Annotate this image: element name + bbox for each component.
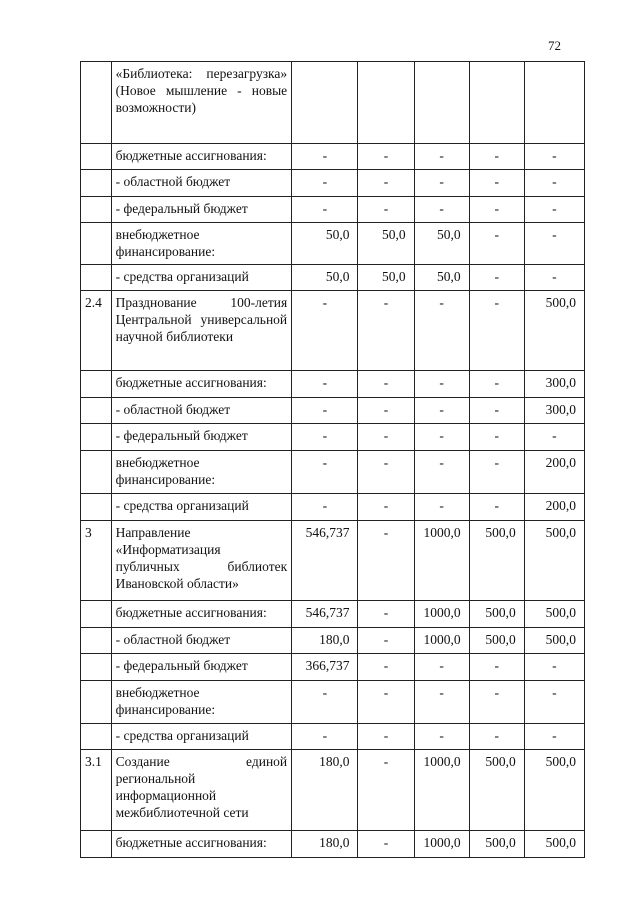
- value-cell-year-3: -: [414, 681, 469, 724]
- value-cell-year-2: -: [358, 750, 414, 831]
- row-number: [81, 62, 112, 144]
- table-row: [81, 223, 585, 265]
- value-cell-year-2: -: [358, 424, 414, 451]
- value-cell-year-1: 180,0: [292, 628, 358, 654]
- table-row: [81, 681, 585, 724]
- row-number: [81, 197, 112, 223]
- table-row: [81, 291, 585, 371]
- table-row: [81, 197, 585, 223]
- value-cell-year-4: -: [469, 494, 524, 521]
- value-cell-year-3: 50,0: [414, 223, 469, 265]
- value-cell-year-3: -: [414, 724, 469, 750]
- value-cell-year-4: 500,0: [469, 750, 524, 831]
- value-cell-year-5: 200,0: [524, 494, 584, 521]
- value-cell-year-2: -: [358, 831, 414, 858]
- row-description: внебюджетное финансирование:: [111, 223, 292, 265]
- row-number: [81, 654, 112, 681]
- row-description: - областной бюджет: [111, 170, 292, 197]
- value-cell-year-2: -: [358, 398, 414, 424]
- value-cell-year-1: 546,737: [292, 521, 358, 601]
- value-cell-year-5: -: [524, 424, 584, 451]
- value-cell-year-1: 180,0: [292, 750, 358, 831]
- value-cell-year-3: -: [414, 371, 469, 398]
- row-number: [81, 494, 112, 521]
- value-cell-year-2: -: [358, 628, 414, 654]
- value-cell-year-5: 200,0: [524, 451, 584, 494]
- table-row: [81, 170, 585, 197]
- value-cell-year-4: -: [469, 654, 524, 681]
- value-cell-year-1: -: [292, 371, 358, 398]
- row-description: - федеральный бюджет: [111, 654, 292, 681]
- value-cell-year-2: -: [358, 521, 414, 601]
- value-cell-year-2: [358, 62, 414, 144]
- value-cell-year-3: -: [414, 424, 469, 451]
- value-cell-year-5: 300,0: [524, 371, 584, 398]
- value-cell-year-5: -: [524, 265, 584, 291]
- value-cell-year-3: 1000,0: [414, 831, 469, 858]
- table-row: [81, 628, 585, 654]
- row-description: - средства организаций: [111, 724, 292, 750]
- value-cell-year-1: 180,0: [292, 831, 358, 858]
- row-number: [81, 451, 112, 494]
- value-cell-year-4: -: [469, 424, 524, 451]
- value-cell-year-5: 300,0: [524, 398, 584, 424]
- row-description: - средства организаций: [111, 265, 292, 291]
- table-row: [81, 144, 585, 170]
- row-description: Создание единой региональной информационной межбиблиотечной сети: [111, 750, 292, 831]
- table-row: [81, 398, 585, 424]
- value-cell-year-3: -: [414, 494, 469, 521]
- value-cell-year-4: -: [469, 223, 524, 265]
- table-row: [81, 451, 585, 494]
- value-cell-year-3: -: [414, 654, 469, 681]
- table-body: [81, 62, 585, 858]
- value-cell-year-5: 500,0: [524, 291, 584, 371]
- value-cell-year-4: -: [469, 451, 524, 494]
- value-cell-year-3: 1000,0: [414, 601, 469, 628]
- value-cell-year-3: -: [414, 291, 469, 371]
- value-cell-year-2: -: [358, 451, 414, 494]
- row-number: [81, 831, 112, 858]
- value-cell-year-3: 1000,0: [414, 750, 469, 831]
- value-cell-year-1: 50,0: [292, 265, 358, 291]
- value-cell-year-3: -: [414, 170, 469, 197]
- value-cell-year-3: 50,0: [414, 265, 469, 291]
- table-row: [81, 601, 585, 628]
- value-cell-year-1: -: [292, 398, 358, 424]
- table-row: [81, 750, 585, 831]
- row-number: 3: [81, 521, 112, 601]
- value-cell-year-1: -: [292, 681, 358, 724]
- row-number: [81, 170, 112, 197]
- value-cell-year-2: 50,0: [358, 265, 414, 291]
- value-cell-year-5: [524, 62, 584, 144]
- row-description: Направление «Информатизация публичных библиотек Ивановской области»: [111, 521, 292, 601]
- value-cell-year-5: -: [524, 170, 584, 197]
- value-cell-year-2: -: [358, 291, 414, 371]
- value-cell-year-3: -: [414, 197, 469, 223]
- table-row: [81, 371, 585, 398]
- row-description: Празднование 100-летия Центральной универсальной научной библиотеки: [111, 291, 292, 371]
- value-cell-year-4: 500,0: [469, 601, 524, 628]
- value-cell-year-2: -: [358, 170, 414, 197]
- row-number: [81, 424, 112, 451]
- value-cell-year-2: -: [358, 494, 414, 521]
- row-number: [81, 223, 112, 265]
- table-row: [81, 424, 585, 451]
- value-cell-year-1: -: [292, 197, 358, 223]
- table-row: [81, 494, 585, 521]
- value-cell-year-4: -: [469, 371, 524, 398]
- value-cell-year-1: 50,0: [292, 223, 358, 265]
- value-cell-year-1: -: [292, 494, 358, 521]
- value-cell-year-4: -: [469, 265, 524, 291]
- value-cell-year-5: -: [524, 654, 584, 681]
- value-cell-year-4: -: [469, 170, 524, 197]
- value-cell-year-5: -: [524, 724, 584, 750]
- value-cell-year-4: 500,0: [469, 831, 524, 858]
- value-cell-year-5: 500,0: [524, 831, 584, 858]
- row-number: [81, 144, 112, 170]
- row-description: - федеральный бюджет: [111, 424, 292, 451]
- value-cell-year-4: -: [469, 144, 524, 170]
- row-description: бюджетные ассигнования:: [111, 144, 292, 170]
- row-description: - средства организаций: [111, 494, 292, 521]
- value-cell-year-1: -: [292, 144, 358, 170]
- value-cell-year-4: 500,0: [469, 521, 524, 601]
- value-cell-year-3: -: [414, 144, 469, 170]
- value-cell-year-4: -: [469, 724, 524, 750]
- value-cell-year-2: -: [358, 144, 414, 170]
- table-row: [81, 831, 585, 858]
- value-cell-year-1: -: [292, 724, 358, 750]
- value-cell-year-2: 50,0: [358, 223, 414, 265]
- value-cell-year-2: -: [358, 197, 414, 223]
- row-number: [81, 601, 112, 628]
- row-description: внебюджетное финансирование:: [111, 451, 292, 494]
- value-cell-year-5: -: [524, 197, 584, 223]
- value-cell-year-3: 1000,0: [414, 521, 469, 601]
- table-row: [81, 654, 585, 681]
- table-row: [81, 265, 585, 291]
- row-number: 2.4: [81, 291, 112, 371]
- value-cell-year-1: -: [292, 291, 358, 371]
- value-cell-year-4: [469, 62, 524, 144]
- row-number: [81, 628, 112, 654]
- row-description: «Библиотека: перезагрузка» (Новое мышление - новые возможности): [111, 62, 292, 144]
- value-cell-year-4: -: [469, 291, 524, 371]
- row-number: [81, 724, 112, 750]
- row-number: 3.1: [81, 750, 112, 831]
- value-cell-year-5: -: [524, 223, 584, 265]
- table-row: [81, 521, 585, 601]
- value-cell-year-3: -: [414, 398, 469, 424]
- value-cell-year-5: -: [524, 681, 584, 724]
- value-cell-year-1: 546,737: [292, 601, 358, 628]
- value-cell-year-4: 500,0: [469, 628, 524, 654]
- value-cell-year-2: -: [358, 654, 414, 681]
- value-cell-year-3: [414, 62, 469, 144]
- row-description: бюджетные ассигнования:: [111, 601, 292, 628]
- table-row: [81, 62, 585, 144]
- value-cell-year-3: -: [414, 451, 469, 494]
- value-cell-year-1: -: [292, 170, 358, 197]
- row-number: [81, 681, 112, 724]
- row-number: [81, 398, 112, 424]
- page-number: 72: [548, 38, 561, 53]
- value-cell-year-1: -: [292, 451, 358, 494]
- value-cell-year-2: -: [358, 681, 414, 724]
- value-cell-year-3: 1000,0: [414, 628, 469, 654]
- row-number: [81, 265, 112, 291]
- value-cell-year-5: 500,0: [524, 601, 584, 628]
- value-cell-year-5: -: [524, 144, 584, 170]
- row-description: бюджетные ассигнования:: [111, 831, 292, 858]
- row-description: - областной бюджет: [111, 628, 292, 654]
- value-cell-year-4: -: [469, 398, 524, 424]
- row-description: внебюджетное финансирование:: [111, 681, 292, 724]
- value-cell-year-1: -: [292, 424, 358, 451]
- row-description: - областной бюджет: [111, 398, 292, 424]
- value-cell-year-5: 500,0: [524, 750, 584, 831]
- row-description: бюджетные ассигнования:: [111, 371, 292, 398]
- value-cell-year-4: -: [469, 197, 524, 223]
- value-cell-year-2: -: [358, 601, 414, 628]
- row-description: - федеральный бюджет: [111, 197, 292, 223]
- value-cell-year-5: 500,0: [524, 628, 584, 654]
- value-cell-year-2: -: [358, 724, 414, 750]
- row-number: [81, 371, 112, 398]
- value-cell-year-4: -: [469, 681, 524, 724]
- value-cell-year-5: 500,0: [524, 521, 584, 601]
- value-cell-year-2: -: [358, 371, 414, 398]
- value-cell-year-1: 366,737: [292, 654, 358, 681]
- table-row: [81, 724, 585, 750]
- budget-table: [80, 61, 585, 858]
- value-cell-year-1: [292, 62, 358, 144]
